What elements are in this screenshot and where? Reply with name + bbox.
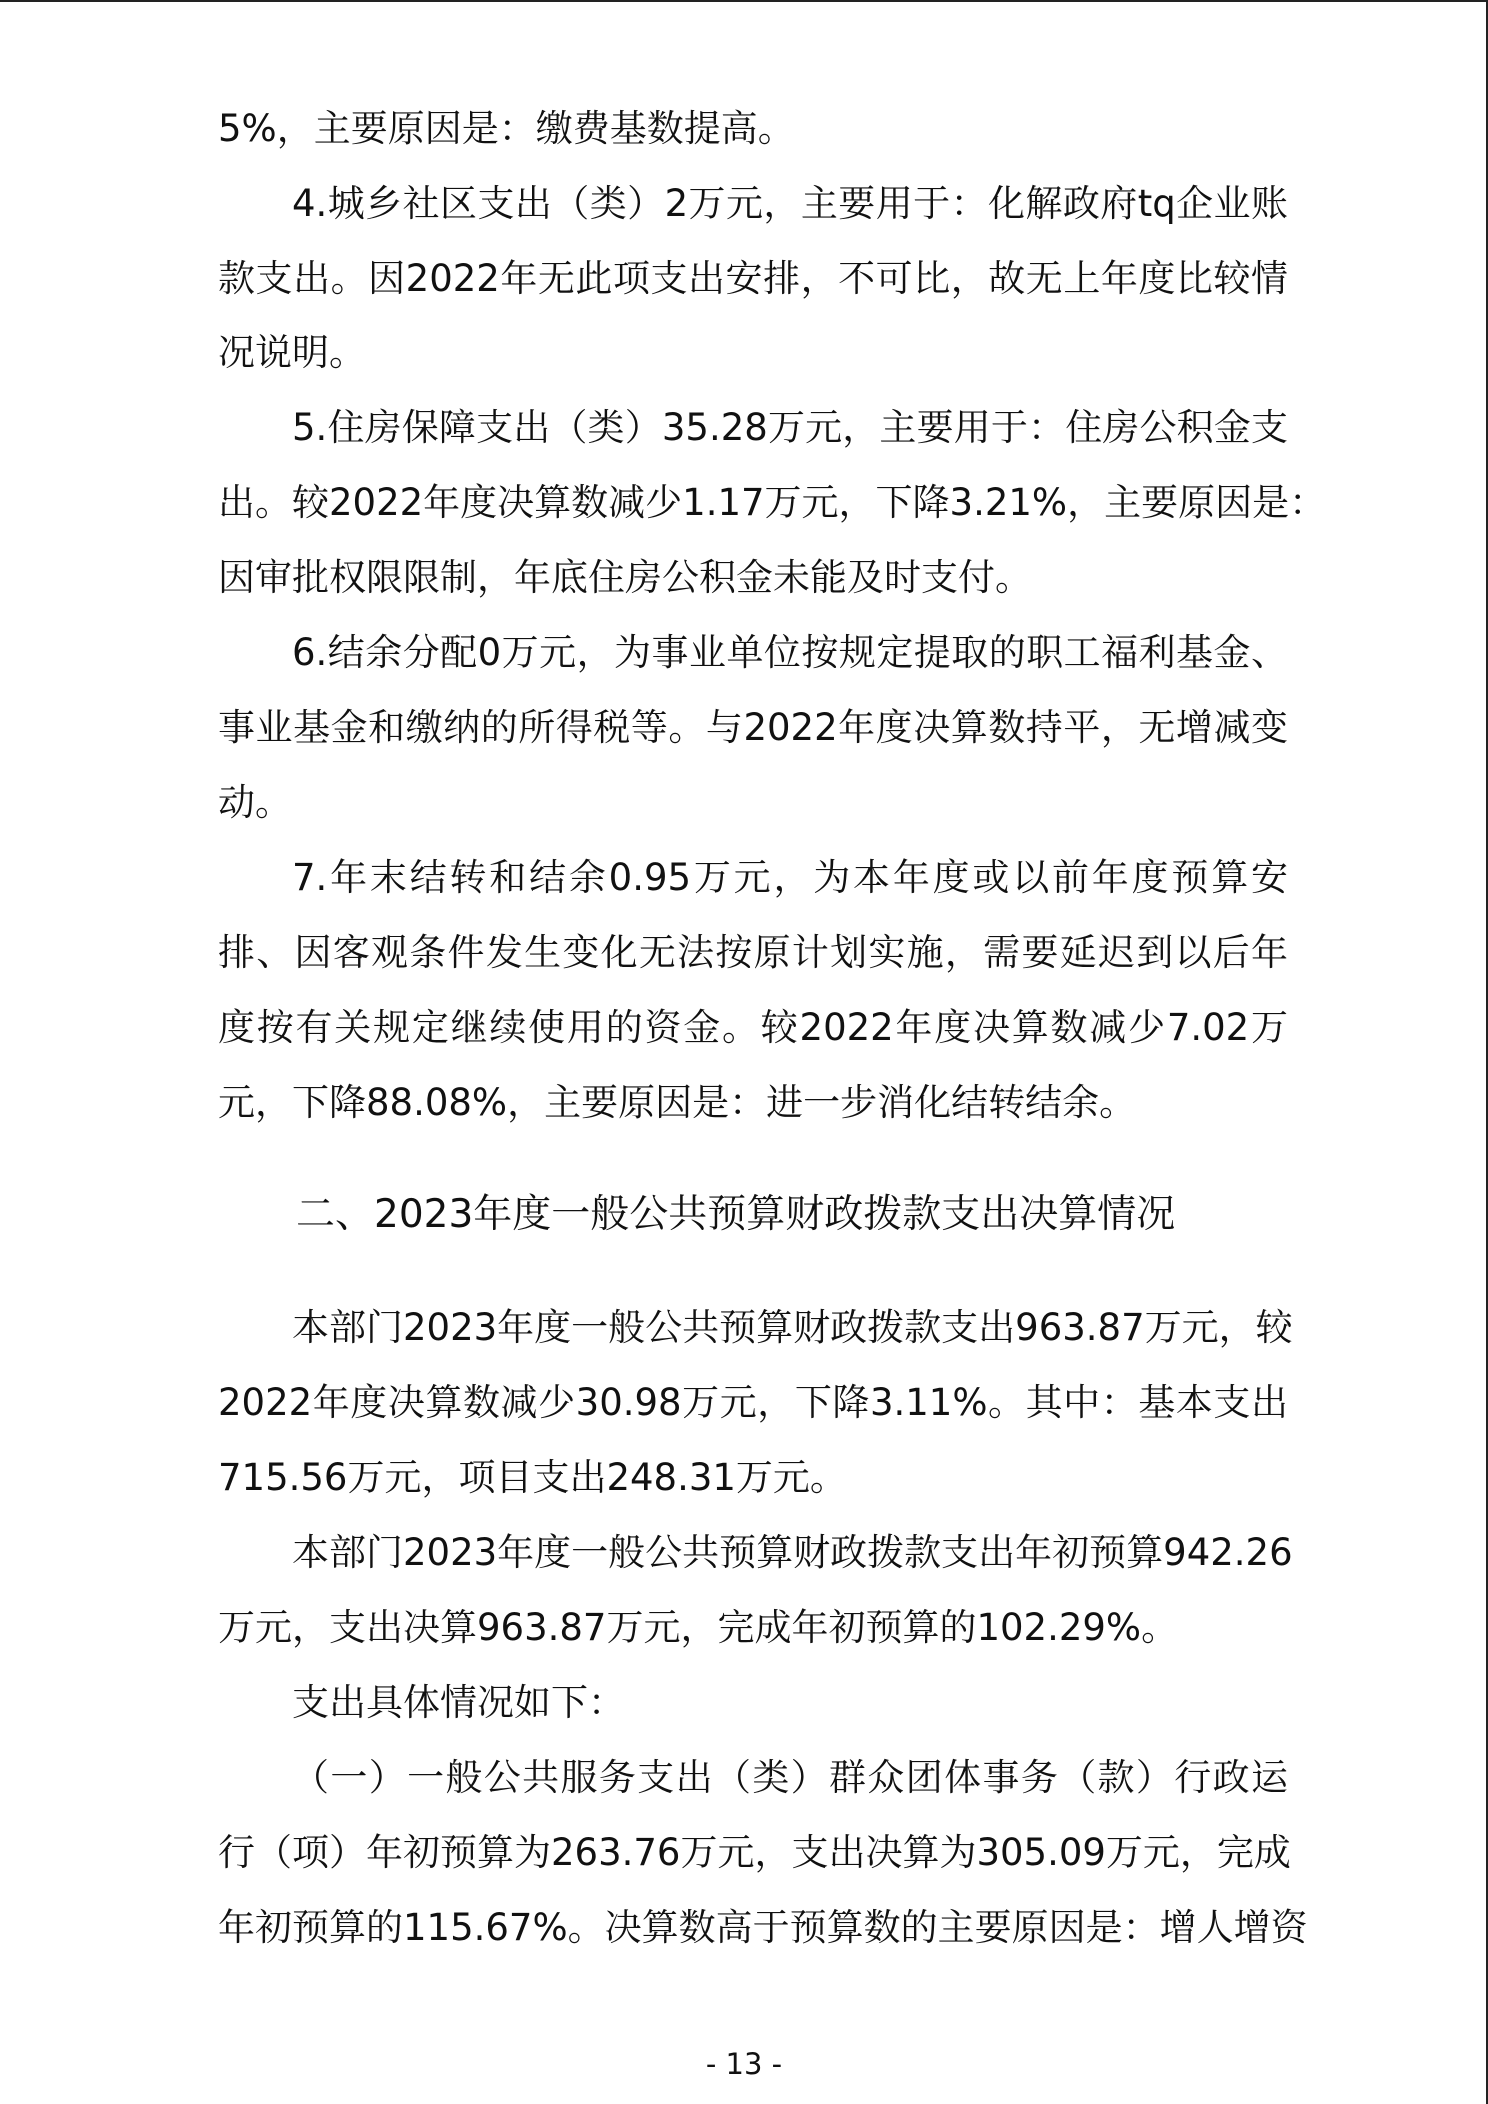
text-line: 5%，主要原因是：缴费基数提高。 xyxy=(218,107,795,150)
text-line: 况说明。 xyxy=(218,331,366,374)
text-line: 款支出。因2022年无此项支出安排，不可比，故无上年度比较情 xyxy=(218,257,1288,300)
text-line: 2022年度决算数减少30.98万元，下降3.11%。其中：基本支出 xyxy=(218,1381,1288,1424)
text-line: 715.56万元，项目支出248.31万元。 xyxy=(218,1456,847,1499)
text-line: 本部门2023年度一般公共预算财政拨款支出963.87万元，较 xyxy=(292,1306,1293,1349)
text-line: 出。较2022年度决算数减少1.17万元，下降3.21%，主要原因是： xyxy=(218,481,1327,524)
text-line: 元，下降88.08%，主要原因是：进一步消化结转结余。 xyxy=(218,1081,1137,1124)
text-line: 本部门2023年度一般公共预算财政拨款支出年初预算942.26 xyxy=(292,1531,1293,1574)
text-line: 4.城乡社区支出（类）2万元，主要用于：化解政府tq企业账 xyxy=(292,182,1288,225)
text-line: 万元，支出决算963.87万元，完成年初预算的102.29%。 xyxy=(218,1606,1179,1649)
text-line: 因审批权限限制，年底住房公积金未能及时支付。 xyxy=(218,556,1032,599)
text-line: 7.年末结转和结余0.95万元，为本年度或以前年度预算安 xyxy=(292,856,1288,899)
top-border xyxy=(0,0,1488,2)
page-number: - 13 - xyxy=(705,2047,783,2081)
text-line: （一）一般公共服务支出（类）群众团体事务（款）行政运 xyxy=(292,1756,1288,1799)
text-line: 动。 xyxy=(218,781,292,824)
text-line: 支出具体情况如下： xyxy=(292,1681,625,1724)
text-line: 度按有关规定继续使用的资金。较2022年度决算数减少7.02万 xyxy=(218,1006,1288,1049)
text-line: 6.结余分配0万元，为事业单位按规定提取的职工福利基金、 xyxy=(292,631,1288,674)
text-line: 5.住房保障支出（类）35.28万元，主要用于：住房公积金支 xyxy=(292,406,1288,449)
section-heading: 二、2023年度一般公共预算财政拨款支出决算情况 xyxy=(296,1192,1176,1237)
text-line: 事业基金和缴纳的所得税等。与2022年度决算数持平，无增减变 xyxy=(218,706,1288,749)
text-line: 行（项）年初预算为263.76万元，支出决算为305.09万元，完成 xyxy=(218,1831,1291,1874)
text-line: 排、因客观条件发生变化无法按原计划实施，需要延迟到以后年 xyxy=(218,931,1288,974)
text-line: 年初预算的115.67%。决算数高于预算数的主要原因是：增人增资 xyxy=(218,1906,1308,1949)
